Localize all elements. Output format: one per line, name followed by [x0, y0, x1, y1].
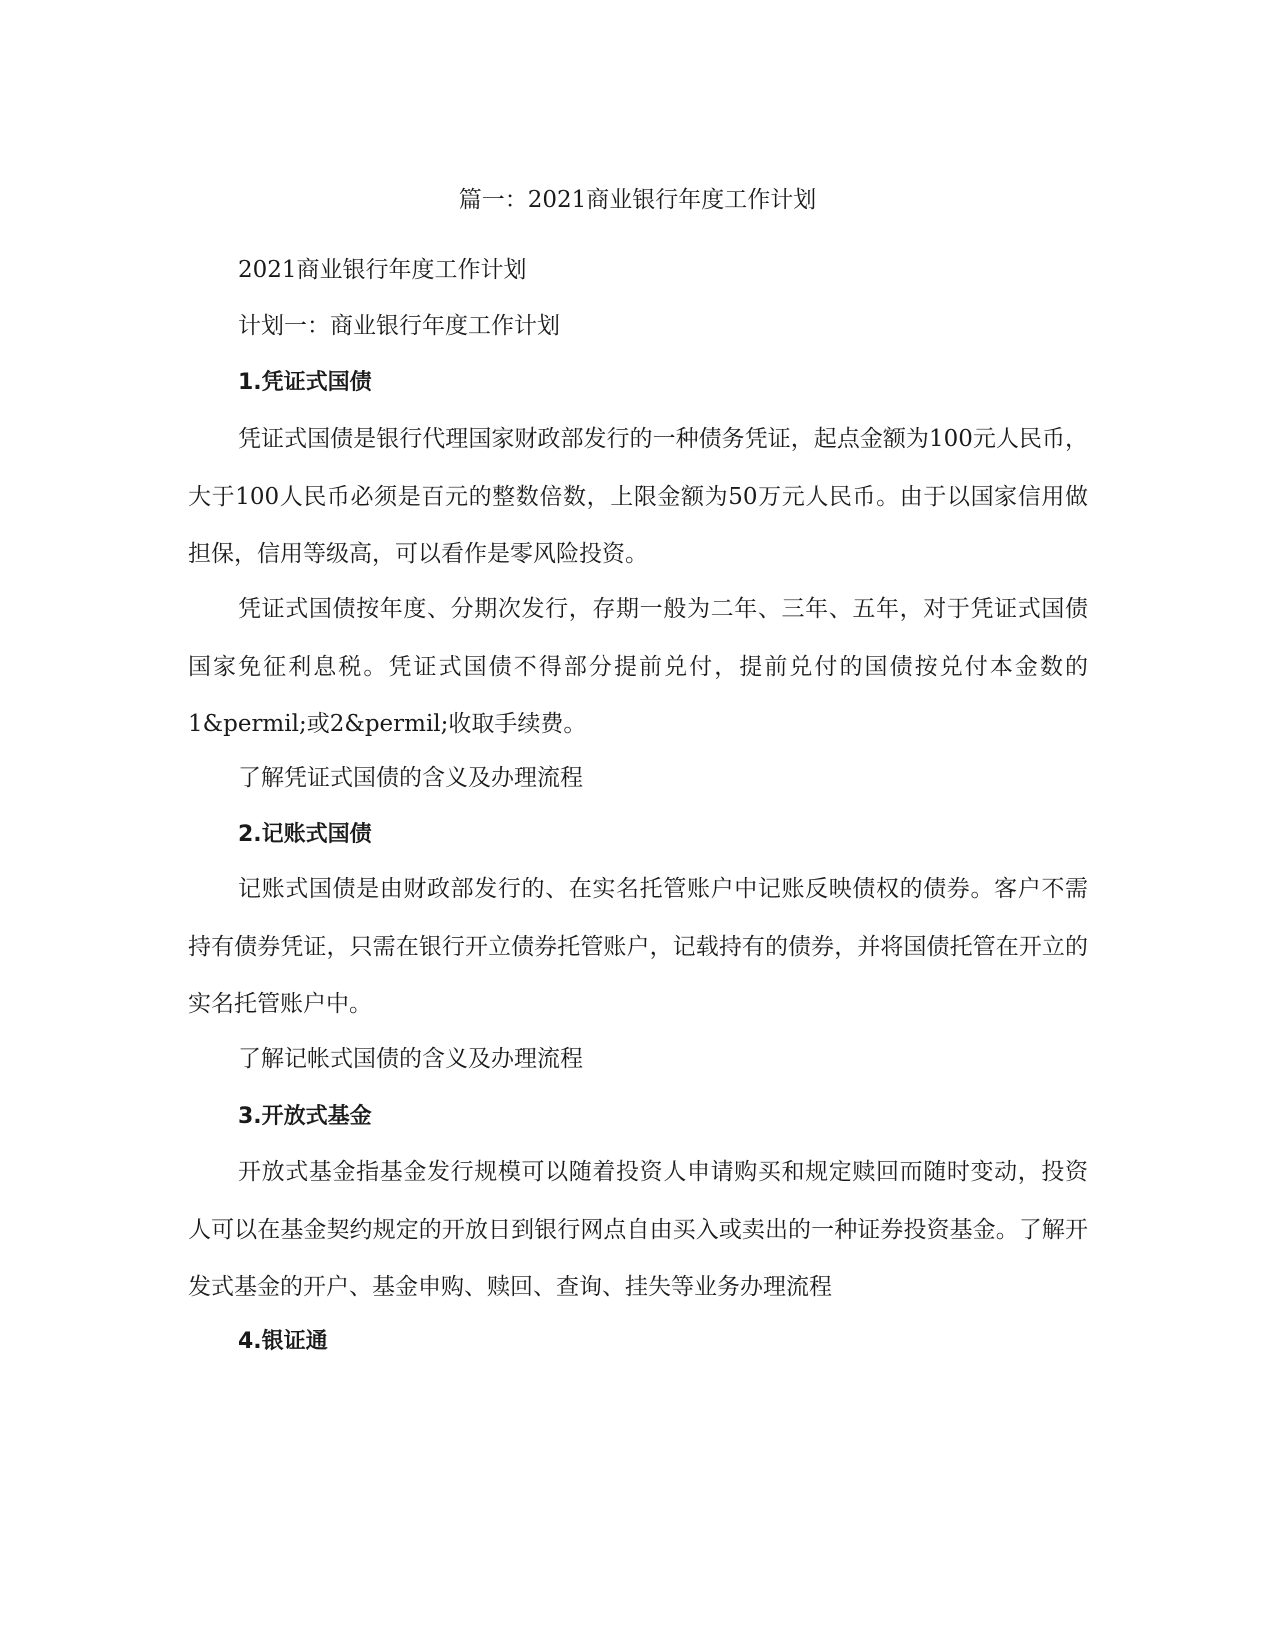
body-paragraph-4: 记账式国债是由财政部发行的、在实名托管账户中记账反映债权的债券。客户不需持有债券凭证，只需在银行开立债券托管账户，记载持有的债券，并将国债托管在开立的实名托管账户中。 — [188, 876, 1088, 1017]
section-heading-4: 4.银证通 — [238, 1329, 328, 1354]
body-paragraph-6: 开放式基金指基金发行规模可以随着投资人申请购买和规定赎回而随时变动，投资人可以在基金契约规定的开放日到银行网点自由买入或卖出的一种证券投资基金。了解开发式基金的开户、基金申购、赎回、查询、挂失等业务办理流程 — [188, 1159, 1088, 1300]
body-paragraph-2: 凭证式国债按年度、分期次发行，存期一般为二年、三年、五年，对于凭证式国债国家免征利息税。凭证式国债不得部分提前兑付，提前兑付的国债按兑付本金数的1&permil;或2&permil;收取手续费。 — [188, 596, 1088, 737]
body-paragraph-5: 了解记帐式国债的含义及办理流程 — [238, 1046, 583, 1072]
section-heading-1: 1.凭证式国债 — [238, 370, 372, 395]
subtitle-paragraph: 2021商业银行年度工作计划 — [238, 257, 527, 283]
document-title: 篇一：2021商业银行年度工作计划 — [458, 187, 817, 213]
section-heading-2: 2.记账式国债 — [238, 822, 372, 847]
section-heading-3: 3.开放式基金 — [238, 1104, 372, 1129]
body-paragraph-3: 了解凭证式国债的含义及办理流程 — [238, 765, 583, 791]
body-paragraph-1: 凭证式国债是银行代理国家财政部发行的一种债务凭证，起点金额为100元人民币，大于100人民币必须是百元的整数倍数，上限金额为50万元人民币。由于以国家信用做担保，信用等级高，可以看作是零风险投资。 — [188, 426, 1088, 567]
plan-heading: 计划一：商业银行年度工作计划 — [238, 313, 560, 339]
